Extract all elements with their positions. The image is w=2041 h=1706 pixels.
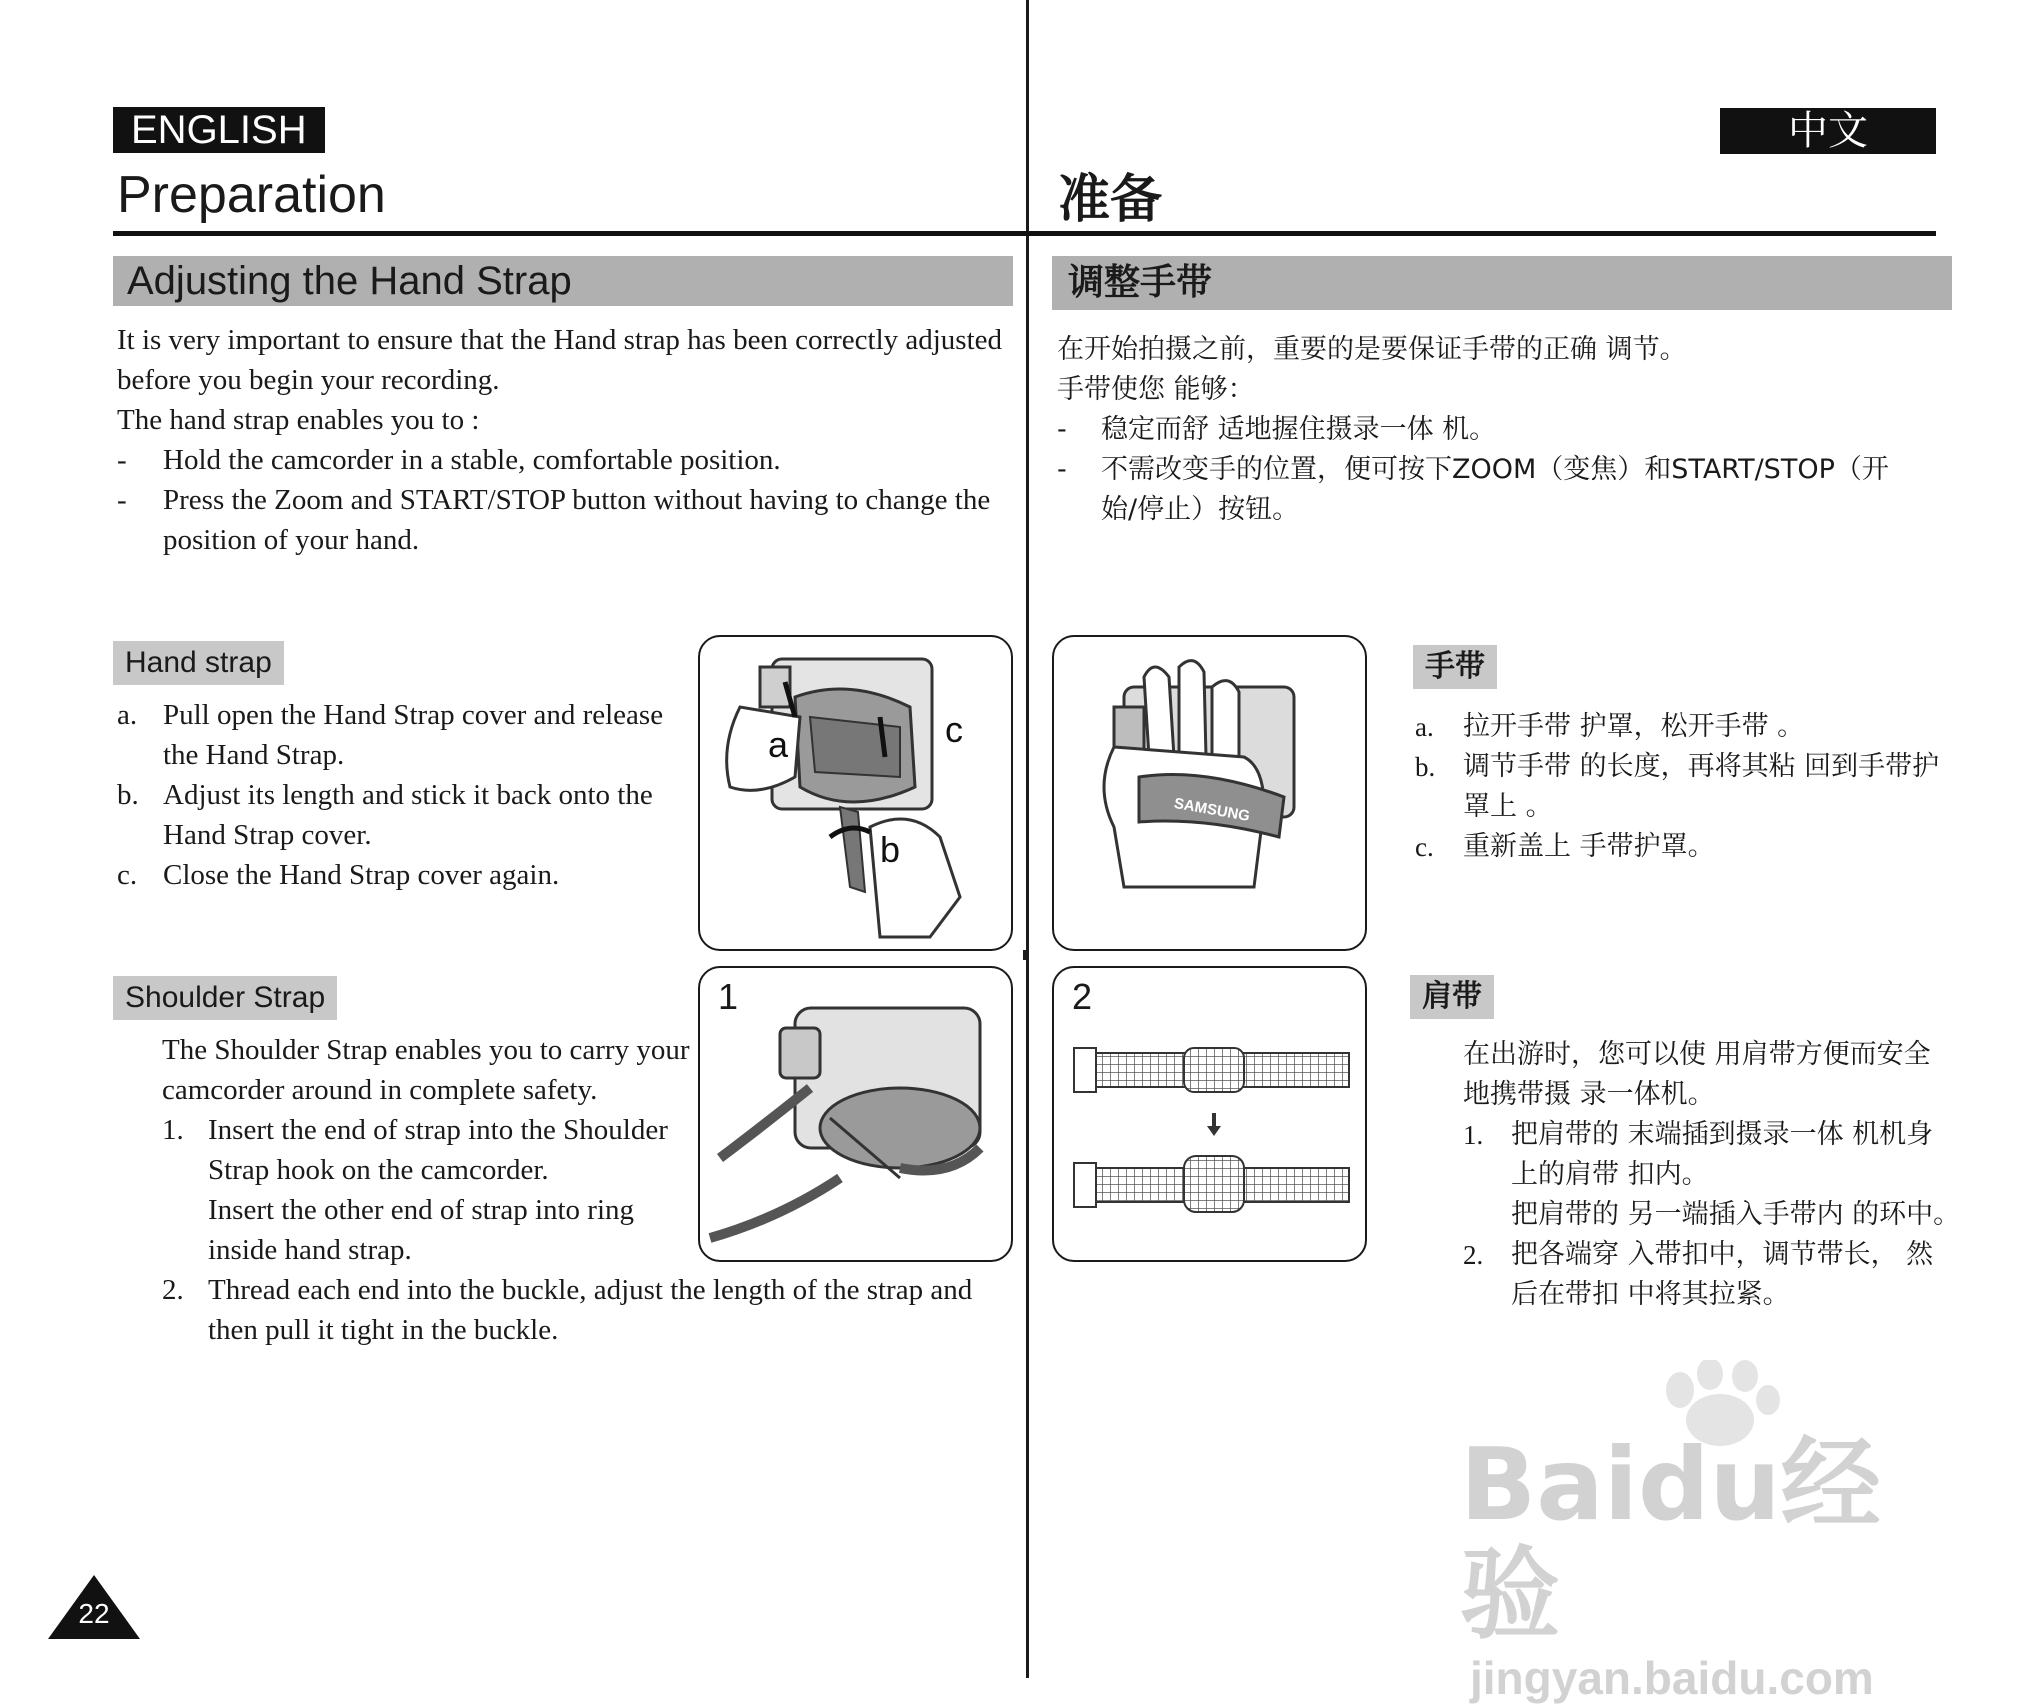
step-marker: 1. (1463, 1120, 1484, 1150)
english-hand-strap-label: Hand strap (113, 641, 284, 685)
step-marker: a. (117, 699, 138, 731)
baidu-watermark (1460, 1426, 1940, 1706)
figure-label-a: a (768, 724, 789, 765)
divider-tick (1023, 950, 1026, 960)
chinese-section-title: 调整手带 (1052, 256, 1952, 310)
step-marker: 2. (162, 1274, 184, 1306)
figure-step-number: 1 (718, 976, 739, 1017)
step-text: inside hand strap. (208, 1234, 412, 1266)
step-marker: b. (1415, 752, 1436, 782)
samsung-logo: SAMSUNG (1172, 794, 1252, 825)
bullet-text: 不需改变手的位置，便可按下ZOOM（变焦）和START/STOP（开 (1101, 454, 1889, 485)
bullet-text: 稳定而舒 适地握住摄录一体 机。 (1101, 414, 1497, 445)
chinese-page-title: 准备 (1058, 170, 1163, 230)
bullet-text: position of your hand. (163, 524, 420, 556)
step-text: 把肩带的 末端插到摄录一体 机机身 (1511, 1119, 1934, 1150)
hand-strap-adjust-figure (698, 635, 1013, 951)
step-text: Strap hook on the camcorder. (208, 1154, 549, 1186)
figure-step-number: 2 (1072, 976, 1093, 1017)
step-marker: b. (117, 779, 139, 811)
chinese-shoulder-strap-text (1463, 1035, 1983, 1315)
step-text: Close the Hand Strap cover again. (163, 859, 560, 891)
step-item (1415, 827, 1975, 867)
step-text: then pull it tight in the buckle. (208, 1314, 559, 1346)
step-item (1415, 747, 1975, 827)
step-text: 上的肩带 扣内。 (1511, 1159, 1709, 1190)
english-shoulder-strap-label: Shoulder Strap (113, 976, 337, 1020)
english-intro (117, 320, 1017, 560)
english-page-title: Preparation (117, 166, 386, 224)
intro-line: It is very important to ensure that the Hand strap has been correctly adjusted (117, 324, 1003, 356)
step-text: 后在带扣 中将其拉紧。 (1511, 1279, 1790, 1310)
chinese-language-badge: 中文 (1720, 108, 1936, 154)
step-text: Hand Strap cover. (163, 819, 372, 851)
camcorder-shoulder-strap-illustration (700, 968, 1010, 1259)
step-text: the Hand Strap. (163, 739, 345, 771)
strap-buckle-illustration (1054, 968, 1364, 1259)
watermark-url: jingyan.baidu.com (1470, 1652, 1874, 1704)
page-number: 22 (78, 1598, 110, 1629)
step-item (1463, 1235, 1983, 1315)
hand-holding-camcorder-illustration (1054, 637, 1364, 948)
english-section-title: Adjusting the Hand Strap (113, 256, 1013, 306)
bullet-text: Press the Zoom and START/STOP button without having to change the (163, 484, 991, 516)
bullet-marker: - (1057, 414, 1067, 445)
shoulder-intro-line: 地携带摄 录一体机。 (1463, 1079, 1715, 1110)
step-item (1415, 707, 1975, 747)
step-marker: a. (1415, 712, 1434, 742)
step-item (117, 855, 677, 895)
shoulder-strap-figure-2 (1052, 966, 1367, 1262)
bullet-item (1057, 450, 1937, 530)
step-text: 把各端穿 入带扣中，调节带长， 然 (1511, 1239, 1934, 1270)
step-text: 罩上 。 (1463, 791, 1553, 822)
bullet-marker: - (1057, 454, 1067, 485)
chinese-shoulder-strap-label: 肩带 (1410, 975, 1494, 1019)
shoulder-intro-line: camcorder around in complete safety. (162, 1074, 598, 1106)
step-text: Thread each end into the buckle, adjust the length of the strap and (208, 1274, 973, 1306)
step-item (162, 1270, 1012, 1350)
camcorder-hand-strap-illustration (700, 637, 1010, 948)
intro-line: 手带使您 能够： (1057, 374, 1255, 405)
bullet-text: Hold the camcorder in a stable, comfortable position. (163, 444, 781, 476)
step-text: 调节手带 的长度，再将其粘 回到手带护 (1463, 751, 1940, 782)
bullet-item (117, 440, 1017, 480)
bullet-marker: - (117, 484, 127, 516)
watermark-logo: Baidu经验 (1460, 1426, 1881, 1653)
step-text: 把肩带的 另一端插入手带内 的环中。 (1511, 1199, 1961, 1230)
step-marker: 2. (1463, 1240, 1484, 1270)
step-text: Insert the other end of strap into ring (208, 1194, 635, 1226)
bullet-item (117, 480, 1017, 560)
intro-line: before you begin your recording. (117, 364, 500, 396)
intro-line: The hand strap enables you to : (117, 404, 480, 436)
step-text: Insert the end of strap into the Shoulder (208, 1114, 668, 1146)
bullet-text: 始/停止）按钮。 (1101, 494, 1300, 525)
english-hand-strap-steps (117, 695, 677, 895)
step-item (1463, 1115, 1983, 1235)
bullet-item (1057, 410, 1937, 450)
shoulder-strap-figure-1 (698, 966, 1013, 1262)
step-text: Adjust its length and stick it back onto the (163, 779, 653, 811)
step-item (117, 695, 677, 775)
step-item (117, 775, 677, 855)
header-rule (113, 231, 1936, 236)
shoulder-intro-line: 在出游时，您可以使 用肩带方便而安全 (1463, 1039, 1931, 1070)
step-marker: 1. (162, 1114, 184, 1146)
step-text: Pull open the Hand Strap cover and release (163, 699, 664, 731)
figure-label-b: b (880, 829, 901, 870)
hand-holding-camcorder-figure (1052, 635, 1367, 951)
step-text: 拉开手带 护罩，松开手带 。 (1463, 711, 1805, 742)
figure-label-c: c (945, 709, 963, 750)
bullet-marker: - (117, 444, 127, 476)
shoulder-intro-line: The Shoulder Strap enables you to carry your (162, 1034, 690, 1066)
step-marker: c. (117, 859, 138, 891)
chinese-hand-strap-label: 手带 (1413, 645, 1497, 689)
chinese-intro (1057, 330, 1937, 530)
english-language-badge: ENGLISH (113, 107, 325, 153)
step-marker: c. (1415, 832, 1434, 862)
chinese-hand-strap-steps (1415, 707, 1975, 867)
column-divider (1026, 0, 1029, 1678)
step-text: 重新盖上 手带护罩。 (1463, 831, 1715, 862)
intro-line: 在开始拍摄之前，重要的是要保证手带的正确 调节。 (1057, 334, 1687, 365)
